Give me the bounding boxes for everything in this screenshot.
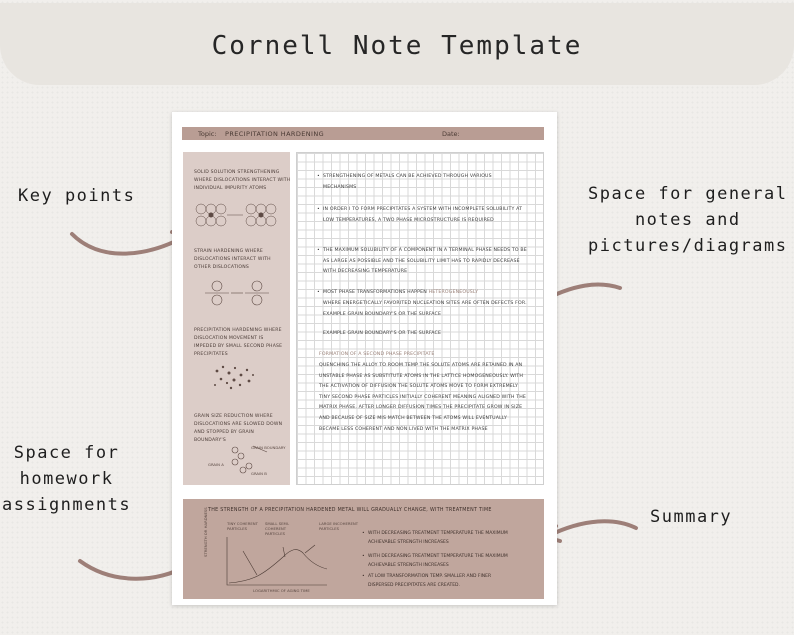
callout-line: pictures/diagrams [588,236,788,256]
precipitates-icon [209,361,259,393]
summary-bullet: • AT LOW TRANSFORMATION TEMP. SMALLER AND FINER DISPERSED PRECIPITATES ARE CREATED. [362,574,492,588]
callout-general-notes [588,181,788,259]
strength-graph-icon [223,535,333,589]
title-banner [0,3,794,85]
summary-bullet: • WITH DECREASING TREATMENT TEMPERATURE THE MAXIMUM ACHIEVABLE STRENGTH INCREASES [362,554,508,568]
cue-column [183,152,290,485]
note-item: • IN ORDER I TO FORM PRECIPITATES A SYSTEM WITH INCOMPLETE SOLUBILITY AT LOW TEMPERATURES, A TWO PHASE MICROSTRUCTURE IS REQUIRED [317,207,523,223]
callout-line: homework [19,469,114,489]
topic-label: Topic: [198,130,217,138]
note-item: • MOST PHASE TRANSFORMATIONS HAPPEN HETEROGENEOUSLY [317,290,479,295]
callout-summary: Summary [650,507,733,527]
graph-label-large: LARGE INCOHERENT PARTICLES [319,521,359,531]
callout-line: Space for general [588,184,788,204]
summary-section [183,499,544,599]
cue-item: GRAIN SIZE REDUCTION WHERE DISLOCATIONS ARE SLOWED DOWN AND STOPPED BY GRAIN BOUNDARY'S [194,414,283,443]
callout-key-points: Key points [18,186,136,206]
cue-item: SOLID SOLUTION STRENGTHENING WHERE DISLOCATIONS INTERACT WITH INDIVIDUAL IMPURITY ATOMS [194,170,291,191]
date-label: Date: [442,130,460,138]
graph-y-axis-label: STRENGTH OR HARDNESS [203,507,208,557]
notes-paragraph: QUENCHING THE ALLOY TO ROOM TEMP THE SOLUTE ATOMS ARE RETAINED IN AN UNSTABLE PHASE AS SUBSTITUTE ATOMS IN THE LATTICE HOMOGENEOUSLY. WITH THE ACTIVATION OF DIFFUSION THE SOLUTE ATOMS MOVE TO FORM EXTREMELY TINY SECOND PHASE PARTICLES INITIALLY COHERENT MEANING ALIGNED WITH THE MATRIX PHASE. AFTER LONGER DIFFUSION TIMES THE PRECIPITATE GROW IN SIZE AND BECAUSE OF SIZE MIS MATCH BETWEEN THE ATOMS WILL EVENTUALLY BECAME LESS COHERENT AND NON LIVED WITH THE MATRIX PHASE [319,363,527,432]
grain-boundary-label: GRAIN BOUNDARY [251,445,286,450]
notes-area [296,152,544,485]
notes-heading: FORMATION OF A SECOND PHASE PRECIPITATE [319,352,435,357]
cue-item: STRAIN HARDENING WHERE DISLOCATIONS INTERACT WITH OTHER DISLOCATIONS [194,249,271,270]
dislocation-icon [203,276,273,312]
callout-line: assignments [2,495,132,515]
graph-x-axis-label: LOGARITHMIC OF AGING TIME [253,588,310,593]
cornell-page [172,112,557,605]
topic-value: PRECIPITATION HARDENING [225,130,325,138]
highlight-word: HETEROGENEOUSLY [428,290,479,295]
summary-bullet: • WITH DECREASING TREATMENT TEMPERATURE THE MAXIMUM ACHIEVABLE STRENGTH INCREASES [362,531,508,545]
note-item: • THE MAXIMUM SOLUBILITY OF A COMPONENT IN A TERMINAL PHASE NEEDS TO BE AS LARGE AS POSSIBLE AND THE SOLUBILITY LIMIT HAS TO RAPIDLY DECREASE WITH DECREASING TEMPERATURE [317,248,527,275]
summary-title: THE STRENGTH OF A PRECIPITATION HARDENED METAL WILL GRADUALLY CHANGE, WITH TREATMENT TIME [208,508,492,513]
grain-b-label: GRAIN B [251,471,267,476]
note-item: EXAMPLE GRAIN BOUNDARY'S OR THE SURFACE [323,331,442,336]
atom-lattice-icon [193,202,281,232]
graph-label-tiny: TINY COHERENT PARTICLES [227,521,258,531]
grain-a-label: GRAIN A [208,462,224,467]
callout-line: notes and [634,210,741,230]
callout-homework [2,440,131,518]
cue-item: PRECIPITATION HARDENING WHERE DISLOCATION MOVEMENT IS IMPEDED BY SMALL SECOND PHASE PRECIPITATES [194,328,283,357]
note-item: • STRENGTHENING OF METALS CAN BE ACHIEVED THROUGH VARIOUS MECHANISMS [317,174,492,190]
note-item: WHERE ENERGETICALLY FAVORITED NUCLEATION SITES ARE OFTEN DEFECTS FOR. EXAMPLE GRAIN BOUNDARY'S OR THE SURFACE [323,301,527,317]
topic-bar [182,127,544,140]
graph-label-small: SMALL SEMI-COHERENT PARTICLES [265,521,290,536]
callout-line: Space for [13,443,120,463]
page-title: Cornell Note Template [211,31,583,61]
